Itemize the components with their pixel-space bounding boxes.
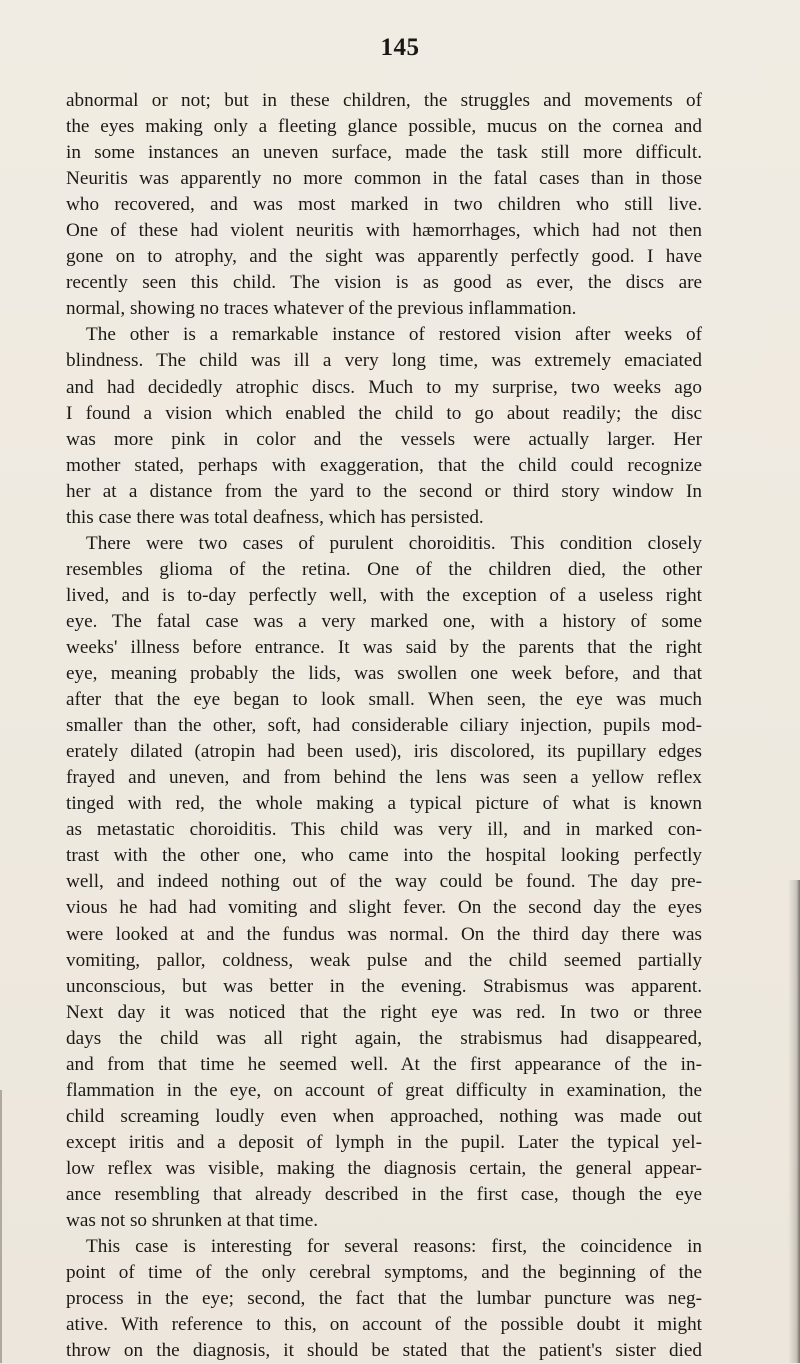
text-line: normal, showing no traces whatever of the previous inflammation. xyxy=(66,298,577,320)
text-line: recently seen this child. The vision is as good as ever, the discs are xyxy=(66,272,702,294)
text-line: days the child was all right again, the strabismus had disappeared, xyxy=(66,1027,702,1049)
text-line: flammation in the eye, on account of great difficulty in examination, the xyxy=(66,1079,702,1101)
text-line: throw on the diagnosis, it should be stated that the patient's sister died xyxy=(66,1340,702,1362)
text-line: after that the eye began to look small. When seen, the eye was much xyxy=(66,689,702,711)
text-line: except iritis and a deposit of lymph in the pupil. Later the typical yel- xyxy=(66,1131,702,1153)
text-line: vomiting, pallor, coldness, weak pulse and the child seemed partially xyxy=(66,949,702,971)
text-line: tinged with red, the whole making a typical picture of what is known xyxy=(66,793,702,815)
body-text xyxy=(66,88,702,1364)
text-line: as metastatic choroiditis. This child was very ill, and in marked con- xyxy=(66,819,702,841)
text-line: and had decidedly atrophic discs. Much to my surprise, two weeks ago xyxy=(66,376,702,398)
text-line: her at a distance from the yard to the second or third story window In xyxy=(66,480,702,502)
text-line: weeks' illness before entrance. It was said by the parents that the right xyxy=(66,636,702,658)
text-line: The other is a remarkable instance of restored vision after weeks of xyxy=(86,324,702,346)
text-line: eye. The fatal case was a very marked one, with a history of some xyxy=(66,610,702,632)
text-line: was not so shrunken at that time. xyxy=(66,1210,319,1232)
text-line: process in the eye; second, the fact that the lumbar puncture was neg- xyxy=(66,1288,702,1310)
text-line: vious he had had vomiting and slight fever. On the second day the eyes xyxy=(66,897,702,919)
text-line: frayed and uneven, and from behind the lens was seen a yellow reflex xyxy=(66,767,702,789)
text-line: Neuritis was apparently no more common in the fatal cases than in those xyxy=(66,168,702,190)
text-line: well, and indeed nothing out of the way could be found. The day pre- xyxy=(66,871,702,893)
text-line: gone on to atrophy, and the sight was apparently perfectly good. I have xyxy=(66,246,702,268)
text-line: Next day it was noticed that the right eye was red. In two or three xyxy=(66,1001,702,1023)
text-line: smaller than the other, soft, had considerable ciliary injection, pupils mod- xyxy=(66,715,702,737)
text-line: erately dilated (atropin had been used), iris discolored, its pupillary edges xyxy=(66,741,702,763)
text-line: mother stated, perhaps with exaggeration, that the child could recognize xyxy=(66,454,702,476)
text-line: trast with the other one, who came into the hospital looking perfectly xyxy=(66,845,702,867)
page-left-edge xyxy=(0,1090,2,1363)
page-number: 145 xyxy=(380,34,420,61)
page-edge-shadow xyxy=(788,880,800,1363)
text-line: this case there was total deafness, which has persisted. xyxy=(66,506,484,528)
text-line: were looked at and the fundus was normal. On the third day there was xyxy=(66,923,702,945)
text-line: child screaming loudly even when approached, nothing was made out xyxy=(66,1105,702,1127)
text-line: ance resembling that already described in the first case, though the eye xyxy=(66,1183,702,1205)
text-line: and from that time he seemed well. At the first appearance of the in- xyxy=(66,1053,702,1075)
text-line: was more pink in color and the vessels were actually larger. Her xyxy=(66,428,702,450)
text-line: lived, and is to-day perfectly well, with the exception of a useless right xyxy=(66,584,702,606)
text-line: in some instances an uneven surface, made the task still more difficult. xyxy=(66,142,702,164)
text-line: I found a vision which enabled the child to go about readily; the disc xyxy=(66,402,702,424)
text-line: who recovered, and was most marked in two children who still live. xyxy=(66,194,702,216)
text-line: There were two cases of purulent choroiditis. This condition closely xyxy=(86,532,702,554)
text-line: ative. With reference to this, on account of the possible doubt it might xyxy=(66,1314,702,1336)
text-line: resembles glioma of the retina. One of the children died, the other xyxy=(66,558,702,580)
text-line: eye, meaning probably the lids, was swollen one week before, and that xyxy=(66,663,702,685)
text-line: the eyes making only a fleeting glance possible, mucus on the cornea and xyxy=(66,116,702,138)
text-line: abnormal or not; but in these children, the struggles and movements of xyxy=(66,90,702,111)
text-line: One of these had violent neuritis with hæmorrhages, which had not then xyxy=(66,220,702,242)
text-line: point of time of the only cerebral symptoms, and the beginning of the xyxy=(66,1262,702,1284)
text-line: unconscious, but was better in the evening. Strabismus was apparent. xyxy=(66,975,702,997)
text-line: low reflex was visible, making the diagnosis certain, the general appear- xyxy=(66,1157,702,1179)
text-line: This case is interesting for several reasons: first, the coincidence in xyxy=(86,1236,702,1258)
text-line: blindness. The child was ill a very long time, was extremely emaciated xyxy=(66,350,702,372)
